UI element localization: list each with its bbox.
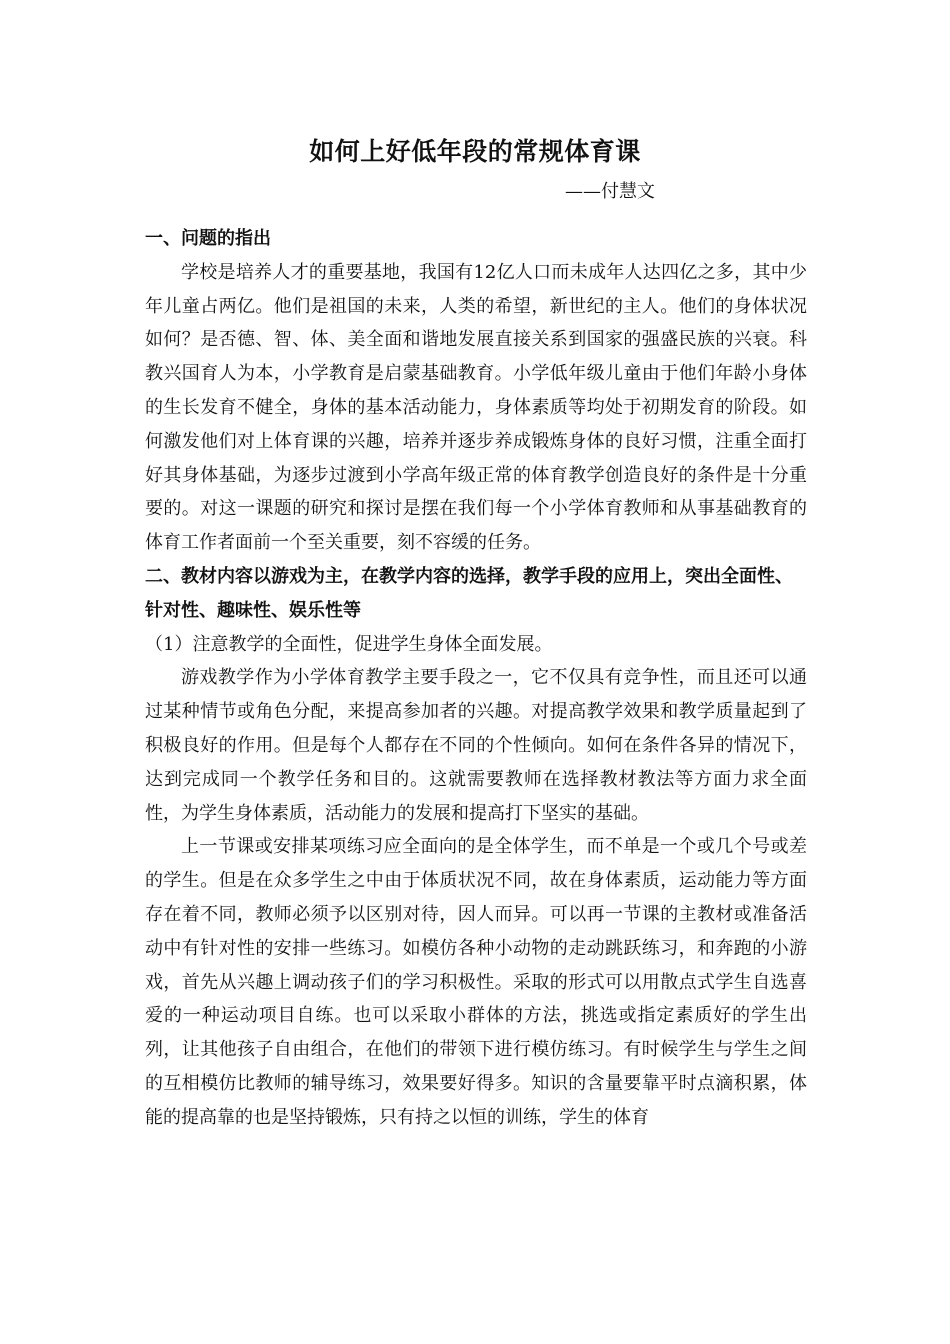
section-heading-2: 二、教材内容以游戏为主，在教学内容的选择，教学手段的应用上，突出全面性、针对性、趣味性、娱乐性等 — [145, 565, 793, 621]
author-line: ——付慧文 — [565, 181, 655, 202]
paragraph-3: 上一节课或安排某项练习应全面向的是全体学生，而不单是一个或几个号或差的学生。但是在众多学生之中由于体质状况不同，故在身体素质，运动能力等方面存在着不同，教师必须予以区别对待，因人而异。可以再一节课的主教材或准备活动中有针对性的安排一些练习。如模仿各种小动物的走动跳跃练习，和奔跑的小游戏，首先从兴趣上调动孩子们的学习积极性。采取的形式可以用散点式学生自选喜爱的一种运动项目自练。也可以采取小群体的方法，挑选或指定素质好的学生出列，让其他孩子自由组合，在他们的带领下进行模仿练习。有时候学生与学生之间的互相模仿比教师的辅导练习，效果要好得多。知识的含量要靠平时点滴积累，体能的提高靠的也是坚持锻炼，只有持之以恒的训练，学生的体育 — [145, 836, 807, 1128]
section-heading-1: 一、问题的指出 — [145, 228, 271, 249]
document-title: 如何上好低年段的常规体育课 — [309, 137, 641, 166]
paragraph-1: 学校是培养人才的重要基地，我国有12亿人口而未成年人达四亿之多，其中少年儿童占两亿。他们是祖国的未来，人类的希望，新世纪的主人。他们的身体状况如何？是否德、智、体、美全面和谐地发展直接关系到国家的强盛民族的兴衰。科教兴国育人为本，小学教育是启蒙基础教育。小学低年级儿童由于他们年龄小身体的生长发育不健全，身体的基本活动能力，身体素质等均处于初期发育的阶段。如何激发他们对上体育课的兴趣，培养并逐步养成锻炼身体的良好习惯，注重全面打好其身体基础，为逐步过渡到小学高年级正常的体育教学创造良好的条件是十分重要的。对这一课题的研究和探讨是摆在我们每一个小学体育教师和从事基础教育的体育工作者面前一个至关重要，刻不容缓的任务。 — [145, 261, 807, 554]
document-body — [145, 222, 807, 1135]
subheading-1: （1）注意教学的全面性，促进学生身体全面发展。 — [145, 633, 553, 655]
paragraph-2: 游戏教学作为小学体育教学主要手段之一，它不仅具有竞争性，而且还可以通过某种情节或角色分配，来提高参加者的兴趣。对提高教学效果和教学质量起到了积极良好的作用。但是每个人都存在不同的个性倾向。如何在条件各异的情况下，达到完成同一个教学任务和目的。这就需要教师在选择教材教法等方面力求全面性，为学生身体素质，活动能力的发展和提高打下坚实的基础。 — [145, 667, 807, 824]
